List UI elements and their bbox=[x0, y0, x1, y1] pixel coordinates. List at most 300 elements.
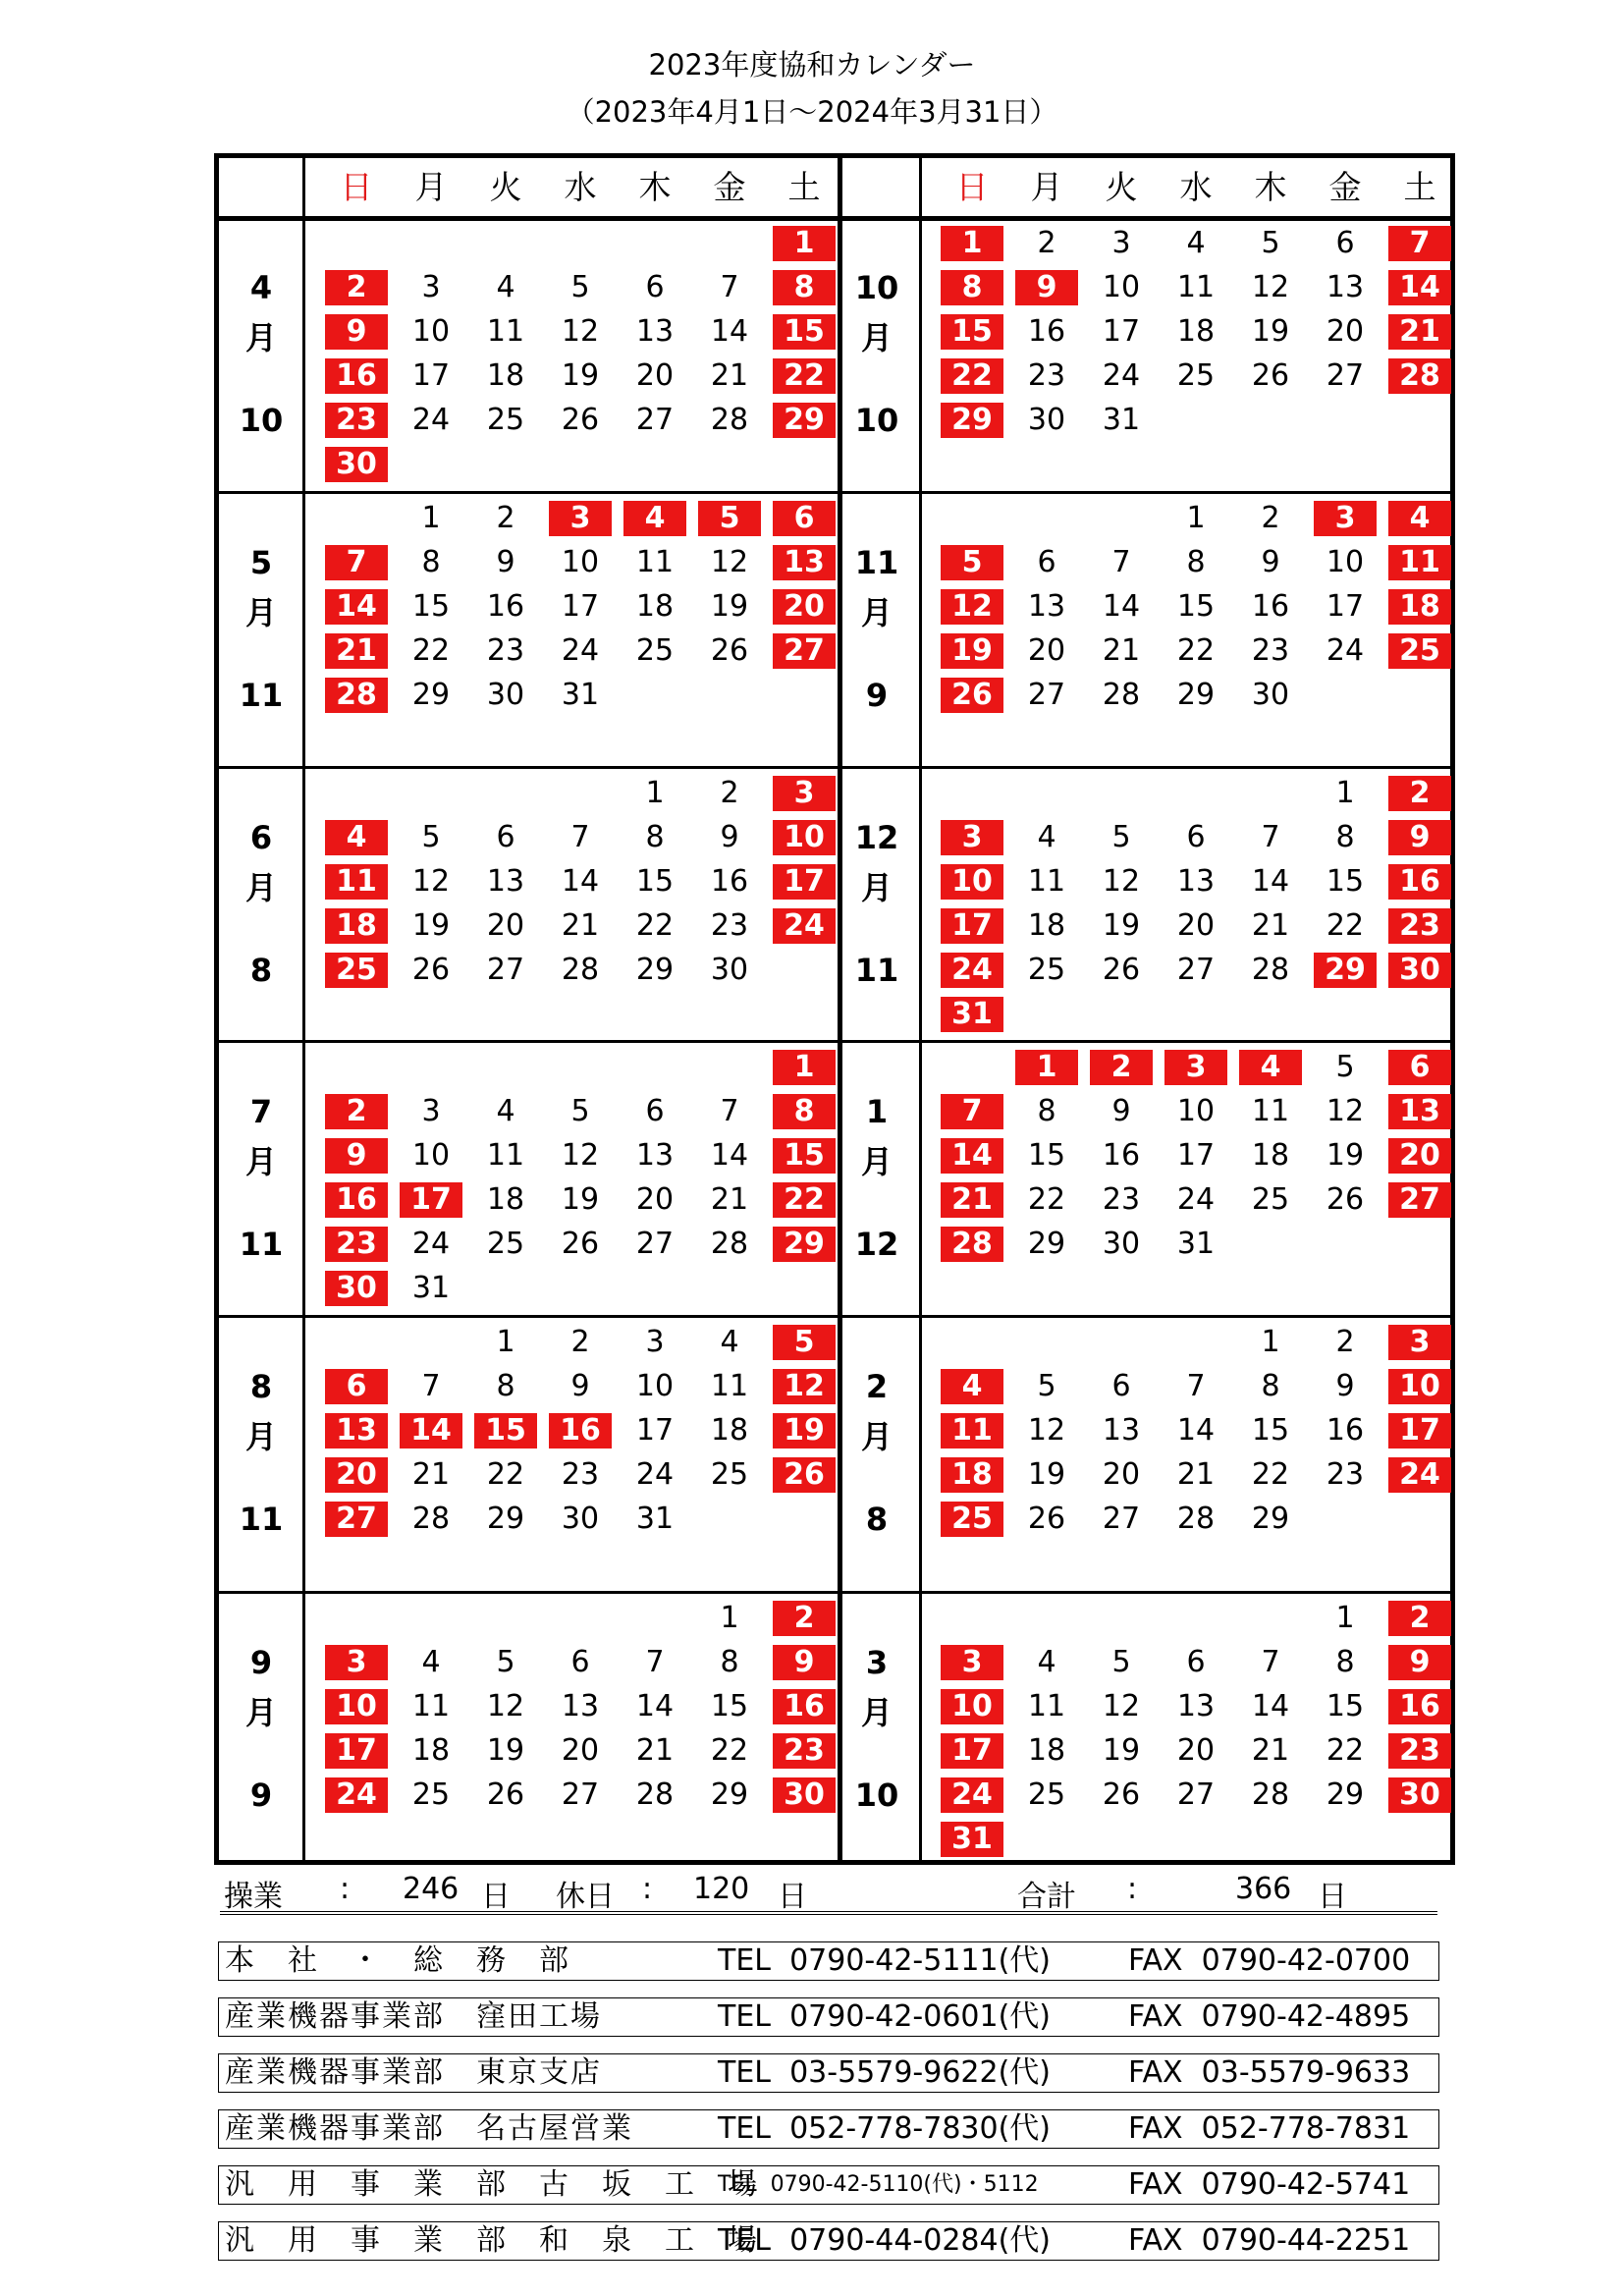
work-date: 15 bbox=[1251, 1413, 1290, 1448]
holiday-date: 16 bbox=[325, 1182, 388, 1218]
holiday-date: 12 bbox=[773, 1369, 836, 1404]
holiday-date: 21 bbox=[1388, 314, 1451, 350]
work-date: 19 bbox=[1102, 1733, 1141, 1768]
work-date: 29 bbox=[635, 953, 675, 987]
work-date: 22 bbox=[486, 1457, 525, 1492]
month-number: 10 bbox=[854, 269, 899, 306]
work-date: 23 bbox=[710, 908, 749, 943]
office-name: 汎 用 事 業 部 和 泉 工 場 bbox=[225, 2223, 759, 2258]
contact-row-kosaka bbox=[218, 2165, 1439, 2205]
work-date: 4 bbox=[1037, 820, 1056, 854]
work-date: 17 bbox=[561, 589, 600, 624]
month-number: 7 bbox=[249, 1093, 273, 1130]
holiday-date: 31 bbox=[941, 997, 1003, 1032]
holiday-date: 21 bbox=[941, 1182, 1003, 1218]
work-date: 2 bbox=[720, 776, 739, 810]
work-date: 12 bbox=[1251, 270, 1290, 304]
work-date: 18 bbox=[1027, 1733, 1066, 1768]
holiday-date: 24 bbox=[773, 908, 836, 944]
work-date: 1 bbox=[1335, 776, 1355, 810]
work-date: 24 bbox=[561, 633, 600, 668]
work-date: 11 bbox=[710, 1369, 749, 1403]
work-date: 19 bbox=[1326, 1138, 1365, 1173]
work-date: 12 bbox=[1326, 1094, 1365, 1128]
work-date: 26 bbox=[486, 1777, 525, 1812]
holiday-date: 1 bbox=[773, 226, 836, 261]
holiday-date: 6 bbox=[1388, 1050, 1451, 1085]
weekday-header: 金 bbox=[1328, 168, 1362, 206]
work-date: 9 bbox=[1111, 1094, 1131, 1128]
holiday-date: 14 bbox=[1388, 270, 1451, 305]
month-number: 2 bbox=[865, 1368, 889, 1405]
holiday-date: 25 bbox=[325, 953, 388, 988]
office-name: 汎 用 事 業 部 古 坂 工 場 bbox=[225, 2167, 759, 2202]
work-date: 10 bbox=[561, 545, 600, 579]
work-date: 8 bbox=[1037, 1094, 1056, 1128]
work-date: 17 bbox=[635, 1413, 675, 1448]
work-date: 19 bbox=[561, 358, 600, 393]
holiday-date: 2 bbox=[1090, 1050, 1153, 1085]
month-workdays: 10 bbox=[854, 1777, 899, 1814]
holiday-date: 18 bbox=[1388, 589, 1451, 625]
work-date: 6 bbox=[1037, 545, 1056, 579]
work-date: 11 bbox=[635, 545, 675, 579]
month-unit: 月 bbox=[244, 869, 277, 906]
holiday-date: 5 bbox=[698, 501, 761, 536]
office-fax: FAX 0790-42-0700 bbox=[1128, 1943, 1411, 1978]
work-label: 操業 bbox=[224, 1880, 283, 1914]
work-date: 21 bbox=[1176, 1457, 1216, 1492]
holiday-date: 4 bbox=[941, 1369, 1003, 1404]
work-date: 15 bbox=[1176, 589, 1216, 624]
work-date: 13 bbox=[1176, 864, 1216, 899]
calendar-grid bbox=[214, 153, 1455, 1865]
holiday-date: 1 bbox=[1015, 1050, 1078, 1085]
work-date: 16 bbox=[486, 589, 525, 624]
work-date: 16 bbox=[1027, 314, 1066, 349]
holiday-date: 10 bbox=[773, 820, 836, 855]
work-date: 19 bbox=[1251, 314, 1290, 349]
holiday-date: 3 bbox=[941, 1645, 1003, 1680]
work-date: 6 bbox=[1186, 820, 1206, 854]
work-date: 27 bbox=[561, 1777, 600, 1812]
work-date: 20 bbox=[1326, 314, 1365, 349]
work-date: 16 bbox=[1326, 1413, 1365, 1448]
weekday-header: 土 bbox=[1403, 168, 1436, 206]
work-date: 30 bbox=[486, 678, 525, 712]
work-date: 19 bbox=[486, 1733, 525, 1768]
work-date: 3 bbox=[421, 1094, 441, 1128]
work-date: 11 bbox=[1176, 270, 1216, 304]
contact-row-izumi bbox=[218, 2221, 1439, 2261]
month-number: 12 bbox=[854, 819, 899, 856]
holiday-date: 7 bbox=[941, 1094, 1003, 1129]
work-date: 22 bbox=[635, 908, 675, 943]
work-date: 3 bbox=[421, 270, 441, 304]
work-date: 24 bbox=[411, 403, 451, 437]
holiday-date: 28 bbox=[1388, 358, 1451, 394]
holiday-date: 10 bbox=[1388, 1369, 1451, 1404]
work-date: 29 bbox=[1251, 1502, 1290, 1536]
weekday-header: 水 bbox=[564, 168, 597, 206]
work-date: 1 bbox=[1261, 1325, 1280, 1359]
work-date: 25 bbox=[486, 403, 525, 437]
contact-row-kubota bbox=[218, 1997, 1439, 2037]
holiday-date: 29 bbox=[941, 403, 1003, 438]
month-unit: 月 bbox=[860, 869, 893, 906]
work-date: 13 bbox=[1176, 1689, 1216, 1723]
weekday-header: 日 bbox=[955, 168, 989, 206]
work-date: 29 bbox=[1326, 1777, 1365, 1812]
work-date: 25 bbox=[1027, 1777, 1066, 1812]
month-number: 9 bbox=[249, 1644, 273, 1681]
holiday-date: 22 bbox=[773, 1182, 836, 1218]
day-unit: 日 bbox=[778, 1880, 807, 1914]
work-date: 25 bbox=[710, 1457, 749, 1492]
work-date: 4 bbox=[1186, 226, 1206, 260]
work-date: 28 bbox=[411, 1502, 451, 1536]
work-date: 26 bbox=[561, 1227, 600, 1261]
work-date: 12 bbox=[561, 1138, 600, 1173]
work-date: 11 bbox=[1027, 1689, 1066, 1723]
total-label: 合計 bbox=[1017, 1880, 1076, 1914]
work-date: 18 bbox=[710, 1413, 749, 1448]
office-fax: FAX 0790-44-2251 bbox=[1128, 2223, 1411, 2258]
work-date: 7 bbox=[720, 1094, 739, 1128]
holiday-date: 3 bbox=[941, 820, 1003, 855]
work-date: 10 bbox=[411, 314, 451, 349]
work-date: 14 bbox=[1102, 589, 1141, 624]
work-date: 7 bbox=[720, 270, 739, 304]
work-date: 26 bbox=[1027, 1502, 1066, 1536]
weekday-header: 火 bbox=[1105, 168, 1138, 206]
work-date: 8 bbox=[421, 545, 441, 579]
work-date: 13 bbox=[635, 314, 675, 349]
holiday-date: 19 bbox=[773, 1413, 836, 1449]
month-number: 4 bbox=[249, 269, 273, 306]
work-date: 10 bbox=[411, 1138, 451, 1173]
work-date: 19 bbox=[1027, 1457, 1066, 1492]
office-name: 産業機器事業部 窪田工場 bbox=[225, 1999, 602, 2034]
work-date: 18 bbox=[1176, 314, 1216, 349]
month-unit: 月 bbox=[860, 319, 893, 356]
work-date: 23 bbox=[1251, 633, 1290, 668]
work-date: 19 bbox=[411, 908, 451, 943]
holiday-date: 26 bbox=[941, 678, 1003, 713]
work-date: 26 bbox=[1326, 1182, 1365, 1217]
holiday-date: 29 bbox=[1314, 953, 1377, 988]
day-unit: 日 bbox=[481, 1880, 511, 1914]
work-days: 246 bbox=[403, 1872, 460, 1906]
work-date: 19 bbox=[561, 1182, 600, 1217]
month-unit: 月 bbox=[244, 1418, 277, 1455]
holiday-date: 4 bbox=[1239, 1050, 1302, 1085]
work-date: 13 bbox=[1027, 589, 1066, 624]
month-unit: 月 bbox=[860, 1694, 893, 1731]
work-date: 26 bbox=[561, 403, 600, 437]
work-date: 28 bbox=[561, 953, 600, 987]
work-date: 18 bbox=[411, 1733, 451, 1768]
month-number: 5 bbox=[249, 544, 273, 581]
weekday-header: 土 bbox=[787, 168, 821, 206]
work-date: 2 bbox=[1037, 226, 1056, 260]
holiday-date: 17 bbox=[773, 864, 836, 900]
work-date: 31 bbox=[1102, 403, 1141, 437]
contact-row-head-office bbox=[218, 1941, 1439, 1981]
holiday-date: 27 bbox=[325, 1502, 388, 1537]
holiday-date: 3 bbox=[325, 1645, 388, 1680]
work-date: 20 bbox=[635, 358, 675, 393]
colon: : bbox=[642, 1872, 653, 1906]
work-date: 28 bbox=[1251, 953, 1290, 987]
holiday-date: 26 bbox=[773, 1457, 836, 1493]
holiday-date: 28 bbox=[941, 1227, 1003, 1262]
month-workdays: 9 bbox=[249, 1777, 273, 1814]
work-date: 22 bbox=[1027, 1182, 1066, 1217]
work-date: 29 bbox=[1027, 1227, 1066, 1261]
holiday-date: 9 bbox=[1388, 1645, 1451, 1680]
work-date: 24 bbox=[411, 1227, 451, 1261]
office-name: 本 社 ・ 総 務 部 bbox=[225, 1943, 570, 1978]
holiday-date: 23 bbox=[1388, 1733, 1451, 1769]
work-date: 13 bbox=[561, 1689, 600, 1723]
work-date: 27 bbox=[635, 403, 675, 437]
work-date: 21 bbox=[1251, 1733, 1290, 1768]
holiday-date: 17 bbox=[400, 1182, 462, 1218]
work-date: 4 bbox=[496, 270, 515, 304]
holiday-date: 1 bbox=[941, 226, 1003, 261]
holiday-date: 2 bbox=[325, 1094, 388, 1129]
work-date: 27 bbox=[1027, 678, 1066, 712]
work-date: 26 bbox=[1102, 1777, 1141, 1812]
holiday-date: 15 bbox=[773, 1138, 836, 1174]
work-date: 9 bbox=[1335, 1369, 1355, 1403]
work-date: 25 bbox=[1251, 1182, 1290, 1217]
work-date: 7 bbox=[1261, 1645, 1280, 1679]
holiday-date: 11 bbox=[941, 1413, 1003, 1449]
work-date: 12 bbox=[1027, 1413, 1066, 1448]
holiday-date: 13 bbox=[1388, 1094, 1451, 1129]
holiday-date: 29 bbox=[773, 1227, 836, 1262]
work-date: 23 bbox=[1326, 1457, 1365, 1492]
holiday-date: 11 bbox=[325, 864, 388, 900]
work-date: 9 bbox=[1261, 545, 1280, 579]
work-date: 22 bbox=[411, 633, 451, 668]
work-date: 15 bbox=[1326, 864, 1365, 899]
office-tel: TEL 0790-42-5110(代)・5112 bbox=[718, 2172, 1039, 2197]
work-date: 2 bbox=[1335, 1325, 1355, 1359]
grid-line bbox=[219, 491, 1450, 494]
work-date: 20 bbox=[1176, 908, 1216, 943]
work-date: 13 bbox=[1326, 270, 1365, 304]
work-date: 25 bbox=[486, 1227, 525, 1261]
work-date: 31 bbox=[1176, 1227, 1216, 1261]
work-date: 11 bbox=[486, 1138, 525, 1173]
grid-line bbox=[219, 1591, 1450, 1594]
office-tel: TEL 0790-42-5111(代) bbox=[718, 1943, 1051, 1978]
work-date: 14 bbox=[1251, 1689, 1290, 1723]
holiday-date: 24 bbox=[941, 1777, 1003, 1813]
work-date: 7 bbox=[1261, 820, 1280, 854]
holiday-date: 16 bbox=[773, 1689, 836, 1724]
work-date: 19 bbox=[1102, 908, 1141, 943]
work-date: 3 bbox=[1111, 226, 1131, 260]
work-date: 19 bbox=[710, 589, 749, 624]
holiday-date: 16 bbox=[1388, 1689, 1451, 1724]
work-date: 7 bbox=[1186, 1369, 1206, 1403]
work-date: 22 bbox=[1176, 633, 1216, 668]
total-days: 366 bbox=[1235, 1872, 1292, 1906]
holiday-date: 23 bbox=[1388, 908, 1451, 944]
holiday-date: 3 bbox=[1314, 501, 1377, 536]
work-date: 23 bbox=[561, 1457, 600, 1492]
holiday-date: 4 bbox=[325, 820, 388, 855]
contact-row-nagoya bbox=[218, 2109, 1439, 2149]
work-date: 30 bbox=[1251, 678, 1290, 712]
work-date: 7 bbox=[421, 1369, 441, 1403]
work-date: 6 bbox=[570, 1645, 590, 1679]
holiday-date: 2 bbox=[1388, 1601, 1451, 1636]
office-tel: TEL 0790-42-0601(代) bbox=[718, 1999, 1051, 2034]
work-date: 8 bbox=[1186, 545, 1206, 579]
weekday-header: 日 bbox=[340, 168, 373, 206]
work-date: 12 bbox=[1102, 1689, 1141, 1723]
holiday-date: 7 bbox=[325, 545, 388, 580]
calendar-period: （2023年4月1日～2024年3月31日） bbox=[566, 95, 1058, 129]
month-unit: 月 bbox=[244, 1143, 277, 1180]
work-date: 7 bbox=[1111, 545, 1131, 579]
holiday-date: 16 bbox=[1388, 864, 1451, 900]
holiday-date: 22 bbox=[941, 358, 1003, 394]
holiday-date: 17 bbox=[1388, 1413, 1451, 1449]
holiday-date: 4 bbox=[1388, 501, 1451, 536]
holiday-date: 14 bbox=[400, 1413, 462, 1449]
work-date: 18 bbox=[635, 589, 675, 624]
holiday-date: 8 bbox=[773, 270, 836, 305]
work-date: 28 bbox=[710, 1227, 749, 1261]
work-date: 25 bbox=[1176, 358, 1216, 393]
work-date: 28 bbox=[635, 1777, 675, 1812]
work-date: 14 bbox=[710, 1138, 749, 1173]
holiday-date: 3 bbox=[773, 776, 836, 811]
work-date: 20 bbox=[1102, 1457, 1141, 1492]
month-workdays: 11 bbox=[239, 1226, 284, 1263]
work-date: 17 bbox=[1102, 314, 1141, 349]
work-date: 15 bbox=[411, 589, 451, 624]
holiday-date: 25 bbox=[941, 1502, 1003, 1537]
work-date: 24 bbox=[1176, 1182, 1216, 1217]
month-unit: 月 bbox=[860, 1143, 893, 1180]
holiday-date: 16 bbox=[549, 1413, 612, 1449]
holiday-date: 15 bbox=[474, 1413, 537, 1449]
work-date: 27 bbox=[635, 1227, 675, 1261]
holiday-date: 30 bbox=[773, 1777, 836, 1813]
holiday-date: 17 bbox=[941, 908, 1003, 944]
office-name: 産業機器事業部 名古屋営業 bbox=[225, 2111, 633, 2146]
holiday-date: 27 bbox=[773, 633, 836, 669]
work-date: 28 bbox=[1251, 1777, 1290, 1812]
holiday-date: 30 bbox=[325, 1271, 388, 1306]
holiday-date: 13 bbox=[325, 1413, 388, 1449]
office-tel: TEL 03-5579-9622(代) bbox=[718, 2055, 1051, 2090]
work-date: 18 bbox=[486, 1182, 525, 1217]
grid-line bbox=[302, 158, 305, 1860]
weekday-header: 木 bbox=[638, 168, 672, 206]
work-date: 1 bbox=[496, 1325, 515, 1359]
holiday-date: 19 bbox=[941, 633, 1003, 669]
holiday-date: 3 bbox=[1164, 1050, 1227, 1085]
holiday-date: 9 bbox=[1015, 270, 1078, 305]
work-date: 27 bbox=[1176, 953, 1216, 987]
work-date: 4 bbox=[421, 1645, 441, 1679]
holiday-date: 23 bbox=[325, 403, 388, 438]
work-date: 23 bbox=[1102, 1182, 1141, 1217]
holiday-date: 8 bbox=[941, 270, 1003, 305]
work-date: 30 bbox=[710, 953, 749, 987]
month-unit: 月 bbox=[860, 594, 893, 631]
month-number: 1 bbox=[865, 1093, 889, 1130]
work-date: 24 bbox=[1326, 633, 1365, 668]
holiday-date: 20 bbox=[1388, 1138, 1451, 1174]
work-date: 6 bbox=[1335, 226, 1355, 260]
work-date: 8 bbox=[720, 1645, 739, 1679]
work-date: 24 bbox=[1102, 358, 1141, 393]
work-date: 9 bbox=[720, 820, 739, 854]
holiday-date: 5 bbox=[941, 545, 1003, 580]
work-date: 12 bbox=[486, 1689, 525, 1723]
work-date: 21 bbox=[411, 1457, 451, 1492]
office-fax: FAX 03-5579-9633 bbox=[1128, 2055, 1411, 2090]
work-date: 20 bbox=[635, 1182, 675, 1217]
colon: : bbox=[1127, 1872, 1138, 1906]
holiday-date: 29 bbox=[773, 403, 836, 438]
holiday-date: 5 bbox=[773, 1325, 836, 1360]
work-date: 18 bbox=[1251, 1138, 1290, 1173]
holiday-date: 2 bbox=[773, 1601, 836, 1636]
holiday-date: 30 bbox=[1388, 953, 1451, 988]
work-date: 11 bbox=[1251, 1094, 1290, 1128]
work-date: 10 bbox=[1102, 270, 1141, 304]
work-date: 20 bbox=[1176, 1733, 1216, 1768]
month-unit: 月 bbox=[244, 1694, 277, 1731]
work-date: 5 bbox=[1335, 1050, 1355, 1084]
holiday-date: 8 bbox=[773, 1094, 836, 1129]
holiday-date: 2 bbox=[325, 270, 388, 305]
work-date: 13 bbox=[635, 1138, 675, 1173]
month-workdays: 11 bbox=[854, 952, 899, 989]
work-date: 7 bbox=[645, 1645, 665, 1679]
holiday-date: 28 bbox=[325, 678, 388, 713]
weekday-header: 月 bbox=[414, 168, 448, 206]
weekday-header: 月 bbox=[1030, 168, 1063, 206]
holiday-date: 16 bbox=[325, 358, 388, 394]
holiday-date: 3 bbox=[549, 501, 612, 536]
holiday-date: 9 bbox=[325, 1138, 388, 1174]
work-date: 21 bbox=[635, 1733, 675, 1768]
work-date: 31 bbox=[561, 678, 600, 712]
holiday-date: 6 bbox=[325, 1369, 388, 1404]
office-fax: FAX 0790-42-5741 bbox=[1128, 2167, 1411, 2202]
work-date: 13 bbox=[1102, 1413, 1141, 1448]
holiday-date: 13 bbox=[773, 545, 836, 580]
work-date: 29 bbox=[411, 678, 451, 712]
work-date: 22 bbox=[1251, 1457, 1290, 1492]
grid-line bbox=[219, 766, 1450, 769]
work-date: 1 bbox=[1186, 501, 1206, 535]
work-date: 25 bbox=[635, 633, 675, 668]
holiday-date: 2 bbox=[1388, 776, 1451, 811]
work-date: 6 bbox=[1186, 1645, 1206, 1679]
